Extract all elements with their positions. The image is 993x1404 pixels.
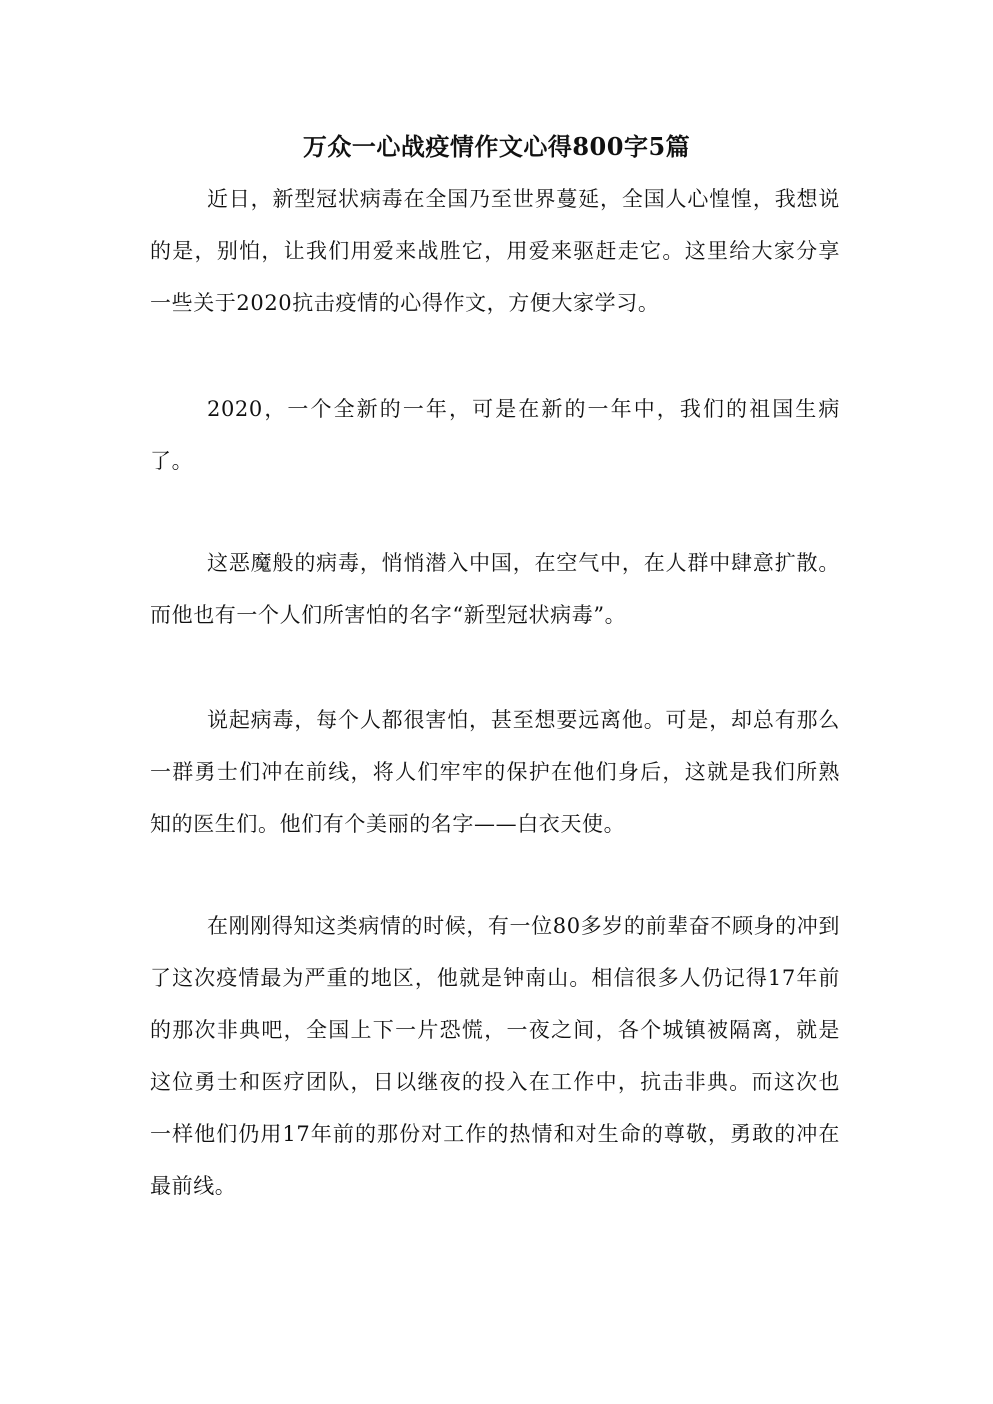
paragraph-zhong-nanshan: 在刚刚得知这类病情的时候，有一位80多岁的前辈奋不顾身的冲到了这次疫情最为严重的地区，他就是钟南山。相信很多人仍记得17年前的那次非典吧，全国上下一片恐慌，一夜之间，各个城镇被隔离，就是这位勇士和医疗团队，日以继夜的投入在工作中，抗击非典。而这次也一样他们仍用17年前的那份对工作的热情和对生命的尊敬，勇敢的冲在最前线。 bbox=[150, 914, 840, 1198]
paragraph-doctors: 说起病毒，每个人都很害怕，甚至想要远离他。可是，却总有那么一群勇士们冲在前线，将人们牢牢的保护在他们身后，这就是我们所熟知的医生们。他们有个美丽的名字——白衣天使。 bbox=[150, 708, 840, 836]
document-title: 万众一心战疫情作文心得800字5篇 bbox=[302, 132, 691, 161]
paragraph-virus: 这恶魔般的病毒，悄悄潜入中国，在空气中，在人群中肆意扩散。而他也有一个人们所害怕的名字“新型冠状病毒”。 bbox=[150, 551, 840, 627]
paragraph-intro: 近日，新型冠状病毒在全国乃至世界蔓延，全国人心惶惶，我想说的是，别怕，让我们用爱来战胜它，用爱来驱赶走它。这里给大家分享一些关于2020抗击疫情的心得作文，方便大家学习。 bbox=[150, 187, 840, 315]
paragraph-2020: 2020，一个全新的一年，可是在新的一年中，我们的祖国生病了。 bbox=[150, 397, 840, 473]
